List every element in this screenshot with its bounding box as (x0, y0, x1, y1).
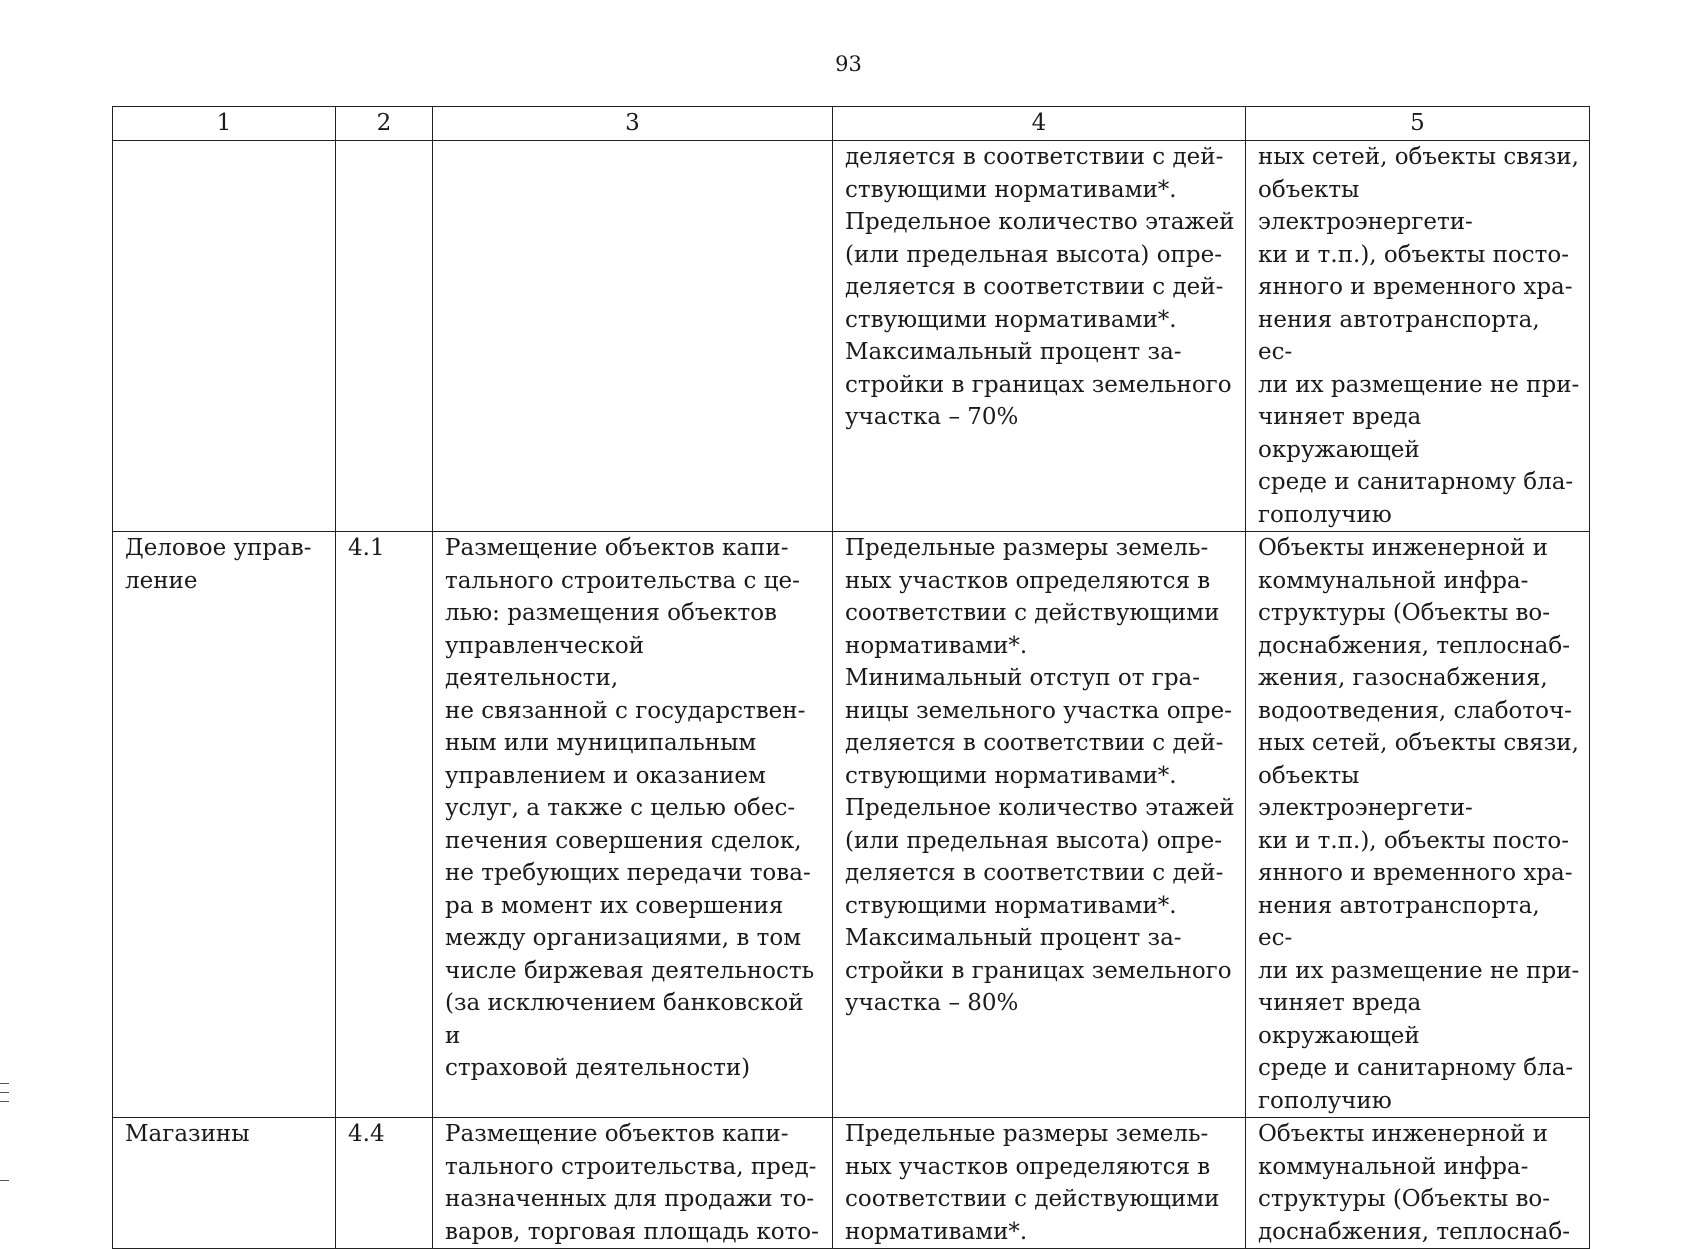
row-parameters-cell (833, 532, 1246, 1118)
table-row (113, 1118, 1590, 1249)
row-code-text: 4.4 (348, 1121, 385, 1147)
scan-margin-mark (0, 1083, 9, 1084)
table-header-row (113, 107, 1590, 141)
row-code-cell (336, 532, 433, 1118)
row-parameters-cell (833, 141, 1246, 532)
row-parameters-cell (833, 1118, 1246, 1249)
row-parameters-text: Предельные размеры земель- ных участков определяются в соответствии с действующими нормативами*. Минимальный отступ от гра- ницы земельного участка опре- деляется в соответствии с дей- ствующими нормативами*. Предельное количество этажей (или предельная высота) опре- деляется в соответствии с дей- ствующими нормативами*. Максимальный процент за- стройки в границах земельного участка – 80% (845, 535, 1235, 1016)
row-code-cell (336, 141, 433, 532)
column-header-3: 3 (433, 107, 833, 141)
row-parameters-text: Предельные размеры земель- ных участков определяются в соответствии с действующими нормативами*. (845, 1121, 1220, 1245)
row-name-cell (113, 141, 336, 532)
row-description-cell (433, 532, 833, 1118)
scan-margin-mark (0, 1092, 9, 1093)
column-header-1: 1 (113, 107, 336, 141)
row-description-cell (433, 141, 833, 532)
table-row (113, 532, 1590, 1118)
row-parameters-text: деляется в соответствии с дей- ствующими нормативами*. Предельное количество этажей (или предельная высота) опре- деляется в соответствии с дей- ствующими нормативами*. Максимальный процент за- стройки в границах земельного участка – 70% (845, 144, 1235, 430)
table-row (113, 141, 1590, 532)
row-name-text: Деловое управ- ление (125, 535, 312, 594)
page-number: 93 (835, 52, 862, 76)
row-name-cell (113, 1118, 336, 1249)
land-use-table (112, 106, 1590, 1249)
row-name-text: Магазины (125, 1121, 250, 1147)
row-code-cell (336, 1118, 433, 1249)
row-description-text: Размещение объектов капи- тального строительства с це- лью: размещения объектов управленческой деятельности, не связанной с государствен- ным или муниципальным управлением и оказанием услуг, а также с целью обес- печения совершения сделок, не требующих передачи това- ра в момент их совершения между организациями, в том числе биржевая деятельность (за исключением банковской и страховой деятельности) (445, 535, 815, 1081)
row-code-text: 4.1 (348, 535, 385, 561)
row-objects-text: Объекты инженерной и коммунальной инфра- структуры (Объекты во- доснабжения, теплоснаб- жения, газоснабжения, водоотведения, слаботоч- ных сетей, объекты связи, объекты электроэнергети- ки и т.п.), объекты посто- янного и временного хра- нения автотранспорта, ес- ли их размещение не при- чиняет вреда окружающей среде и санитарному бла- гополучию (1258, 535, 1580, 1114)
row-objects-text: Объекты инженерной и коммунальной инфра- структуры (Объекты во- доснабжения, теплоснаб- (1258, 1121, 1571, 1245)
column-header-4: 4 (833, 107, 1246, 141)
column-header-2: 2 (336, 107, 433, 141)
row-objects-text: ных сетей, объекты связи, объекты электроэнергети- ки и т.п.), объекты посто- янного и временного хра- нения автотранспорта, ес- ли их размещение не при- чиняет вреда окружающей среде и санитарному бла- гополучию (1258, 144, 1580, 528)
column-header-5: 5 (1246, 107, 1590, 141)
row-description-text: Размещение объектов капи- тального строительства, пред- назначенных для продажи то- варов, торговая площадь кото- (445, 1121, 819, 1245)
scan-margin-mark (0, 1101, 9, 1102)
row-objects-cell (1246, 1118, 1590, 1249)
scan-margin-mark (0, 1180, 9, 1181)
row-description-cell (433, 1118, 833, 1249)
row-name-cell (113, 532, 336, 1118)
row-objects-cell (1246, 141, 1590, 532)
row-objects-cell (1246, 532, 1590, 1118)
